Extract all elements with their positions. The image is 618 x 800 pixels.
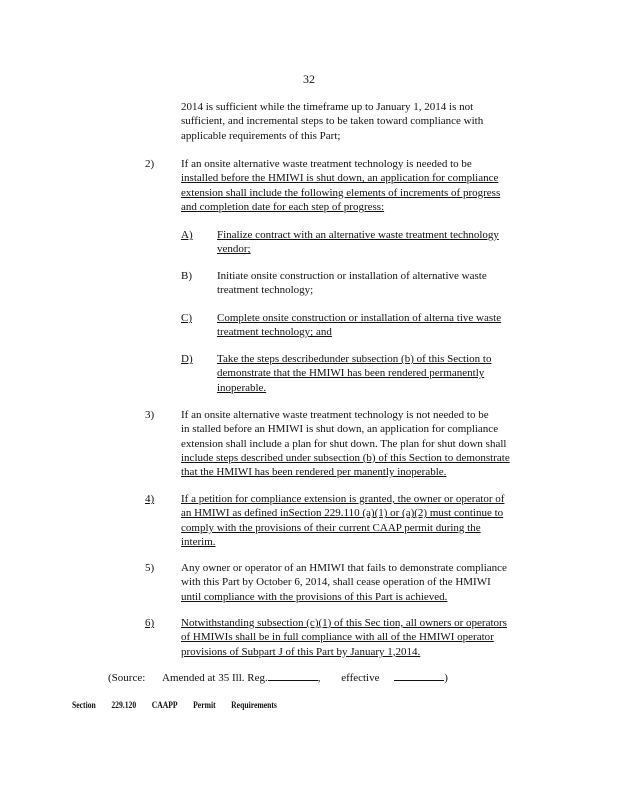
item-number-6: 6) [145, 617, 155, 629]
subitem-label-d: D) [181, 353, 193, 365]
subitem-label-b: B) [181, 270, 192, 282]
subitem-b-line: Initiate onsite construction or installation of alternative waste [217, 270, 487, 282]
subitem-d-line: Take the steps describedunder subsection (b) of this Section to [217, 353, 492, 365]
source-close: ) [444, 672, 448, 684]
section-heading [72, 700, 291, 710]
item-3-line: extension shall include a plan for shut down. The plan for shut down shall [181, 437, 507, 450]
subitem-c-text [217, 311, 537, 340]
subitem-b-text [217, 269, 537, 298]
subitem-d-text [217, 352, 537, 395]
register-blank [268, 670, 318, 681]
source-comma: , [317, 672, 321, 684]
subitem-b-line: treatment technology; [217, 284, 314, 297]
subitem-c-line: Complete onsite construction or installation of alterna tive waste [217, 312, 502, 324]
subitem-d-line: inoperable. [217, 381, 267, 394]
item-5-line: with this Part by October 6, 2014, shall cease operation of the HMIWI [181, 576, 491, 589]
subitem-a-line: vendor; [217, 243, 251, 256]
item-4-paragraph [181, 492, 541, 549]
item-6-line: provisions of Subpart J of this Part by January 1,2014. [181, 645, 421, 658]
item-number-4: 4) [145, 493, 155, 505]
item-number-3: 3) [145, 409, 155, 421]
section-title-word: CAAPP [151, 700, 178, 710]
item-2-line: installed before the HMIWI is shut down, an application for compliance [181, 172, 499, 185]
item-6-line: Notwithstanding subsection (c)(1) of this Sec tion, all owners or operators [181, 617, 507, 629]
item-5-line: Any owner or operator of an HMIWI that fails to demonstrate compliance [181, 562, 507, 574]
item-2-line: extension shall include the following elements of increments of progress [181, 186, 501, 199]
subitem-label-c: C) [181, 312, 192, 324]
item-4-line: If a petition for compliance extension is granted, the owner or operator of [181, 493, 505, 505]
item-2-line: and completion date for each step of progress: [181, 200, 385, 213]
effective-date-blank [394, 670, 444, 681]
item-6-line: of HMIWIs shall be in full compliance with all of the HMIWI operator [181, 631, 494, 644]
item-3-line: include steps described under subsection (b) of this Section to demonstrate [181, 451, 510, 464]
source-effective: effective [341, 672, 380, 684]
item-3-line: that the HMIWI has been rendered per manently inoperable. [181, 466, 447, 479]
item-3-line: If an onsite alternative waste treatment technology is not needed to be [181, 409, 489, 421]
intro-line: applicable requirements of this Part; [181, 129, 341, 142]
intro-line: sufficient, and incremental steps to be taken toward compliance with [181, 115, 484, 128]
section-title-word: Permit [193, 700, 216, 710]
item-5-paragraph [181, 561, 541, 604]
source-note [108, 670, 448, 684]
subitem-c-line: treatment technology; and [217, 326, 332, 339]
subitem-a-line: Finalize contract with an alternative waste treatment technology [217, 229, 499, 241]
item-4-line: interim. [181, 535, 216, 548]
item-4-line: an HMIWI as defined inSection 229.110 (a)(1) or (a)(2) must continue to [181, 507, 504, 520]
item-5-line: until compliance with the provisions of this Part is achieved. [181, 590, 448, 603]
subitem-a-text [217, 228, 537, 257]
item-4-line: comply with the provisions of their current CAAP permit during the [181, 521, 481, 534]
section-label: Section [72, 700, 96, 710]
section-number: 229.120 [111, 700, 137, 710]
item-6-paragraph [181, 616, 541, 659]
intro-line: 2014 is sufficient while the timeframe up to January 1, 2014 is not [181, 101, 474, 113]
item-2-line: If an onsite alternative waste treatment technology is needed to be [181, 158, 472, 170]
page-number: 32 [303, 72, 315, 86]
item-number-5: 5) [145, 562, 155, 574]
item-3-line: in stalled before an HMIWI is shut down, an application for compliance [181, 423, 499, 436]
item-number-2: 2) [145, 158, 155, 170]
section-title-word: Requirements [231, 700, 277, 710]
item-3-paragraph [181, 408, 541, 479]
subitem-label-a: A) [181, 229, 193, 241]
source-amended: Amended at 35 Ill. Reg. [162, 672, 268, 684]
item-2-paragraph [181, 157, 541, 214]
intro-paragraph [181, 100, 483, 143]
subitem-d-line: demonstrate that the HMIWI has been rendered permanently [217, 367, 485, 380]
source-open: (Source: [108, 672, 146, 684]
